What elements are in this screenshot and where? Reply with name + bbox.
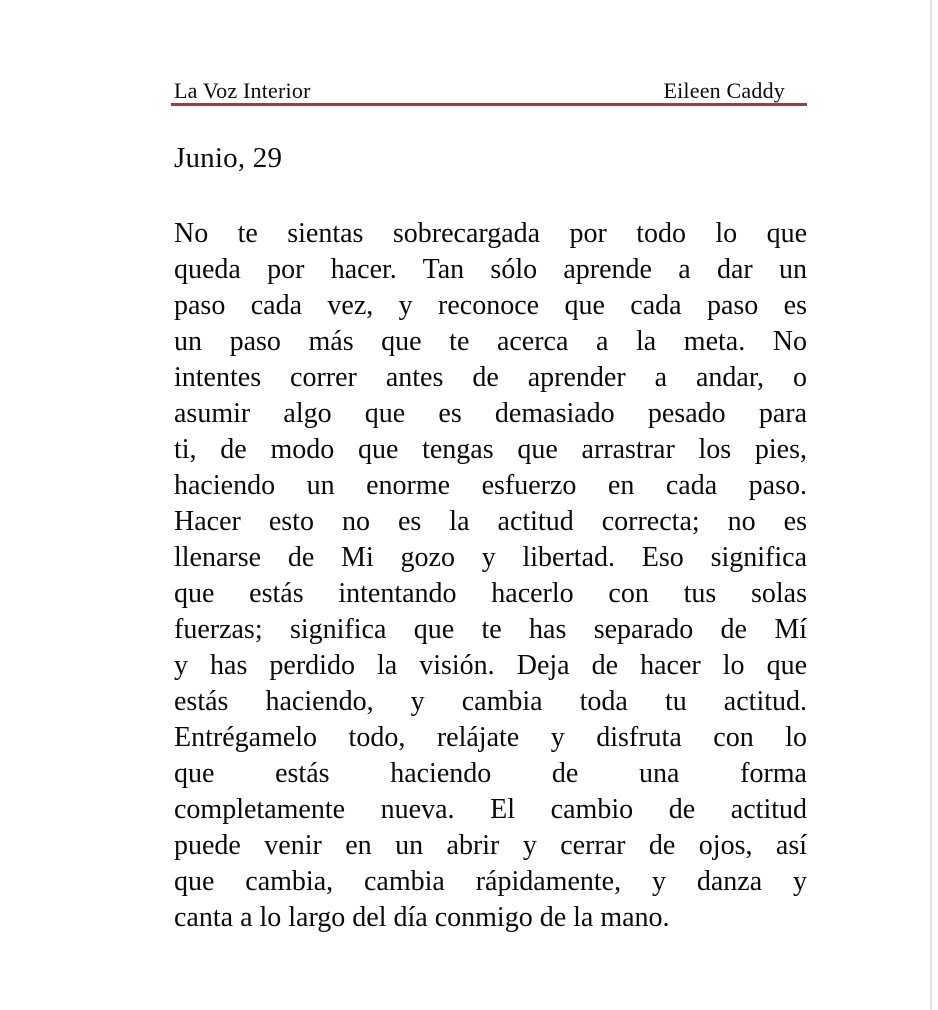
book-title: La Voz Interior: [174, 78, 311, 103]
passage-line: ti, de modo que tengas que arrastrar los pies,: [174, 434, 807, 465]
passage-line: No te sientas sobrecargada por todo lo que: [174, 218, 807, 249]
passage-line: paso cada vez, y reconoce que cada paso es: [174, 290, 807, 321]
passage-line: puede venir en un abrir y cerrar de ojos, así: [174, 830, 807, 861]
passage-line: queda por hacer. Tan sólo aprende a dar un: [174, 254, 807, 285]
passage-line: un paso más que te acerca a la meta. No: [174, 326, 807, 357]
passage-line: haciendo un enorme esfuerzo en cada paso.: [174, 470, 807, 501]
author-name: Eileen Caddy: [663, 78, 785, 103]
passage-line: Hacer esto no es la actitud correcta; no es: [174, 506, 807, 537]
passage-line: que cambia, cambia rápidamente, y danza y: [174, 866, 807, 897]
passage-text: [174, 216, 807, 936]
passage-line: fuerzas; significa que te has separado de Mí: [174, 614, 807, 645]
passage-line: estás haciendo, y cambia toda tu actitud.: [174, 686, 807, 717]
passage-line: canta a lo largo del día conmigo de la mano.: [174, 902, 670, 933]
page-edge-divider: [930, 0, 932, 1010]
passage-line: y has perdido la visión. Deja de hacer lo que: [174, 650, 807, 681]
passage-line: llenarse de Mi gozo y libertad. Eso significa: [174, 542, 807, 573]
passage-line: intentes correr antes de aprender a andar, o: [174, 362, 807, 393]
passage-line: que estás intentando hacerlo con tus solas: [174, 578, 807, 609]
date-heading: Junio, 29: [174, 142, 283, 174]
passage-line: que estás haciendo de una forma: [174, 758, 807, 789]
passage-line: completamente nueva. El cambio de actitud: [174, 794, 807, 825]
page-edge-margin: [932, 0, 938, 1010]
header-rule: [171, 103, 807, 106]
passage-line: asumir algo que es demasiado pesado para: [174, 398, 807, 429]
passage-line: Entrégamelo todo, relájate y disfruta con lo: [174, 722, 807, 753]
running-header: [174, 78, 807, 104]
